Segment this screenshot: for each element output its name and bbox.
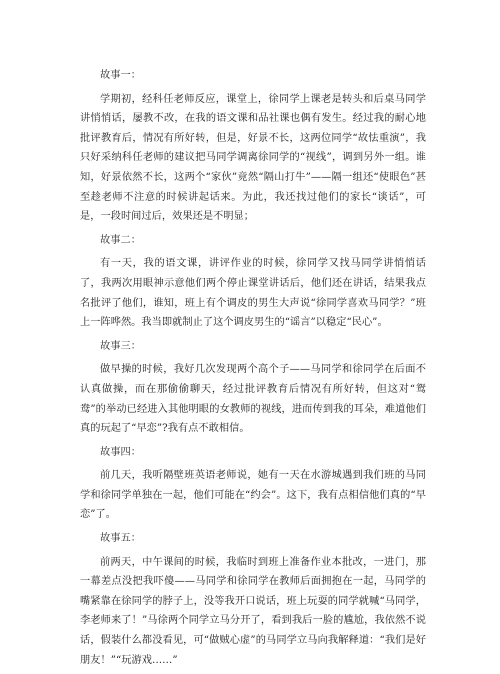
story-5 bbox=[80, 529, 426, 670]
document-body bbox=[80, 66, 426, 674]
story-paragraph: 做早操的时候，我好几次发现两个高个子——马同学和徐同学在后面不认真做操，而在那偷偷聊天，经过批评教育后情况有所好转，但这对“鸳鸯”的举动已经进入其他明眼的女教师的视线，进而传到我的耳朵，难道他们真的玩起了“早恋”?我有点不敢相信。 bbox=[80, 364, 426, 435]
story-paragraph: 学期初，经科任老师反应，课堂上，徐同学上课老是转头和后桌马同学讲悄悄话，屡教不改，在我的语文课和品社课也偶有发生。经过我的耐心地批评教育后，情况有所好转，但是，好景不长，这两位同学“故怯重演”，我只好采纳科任老师的建议把马同学调离徐同学的“视线”，调到另外一组。谁知，好景依然不长，这两个“家伙”竟然“隔山打牛”——隔一组还“使眼色”甚至趁老师不注意的时候讲起话来。为此，我还找过他们的家长“谈话”，可是，一段时间过后，效果还是不明显； bbox=[80, 93, 426, 223]
story-1 bbox=[80, 66, 426, 227]
story-heading: 故事二： bbox=[100, 234, 141, 246]
story-paragraph: 有一天，我的语文课，讲评作业的时候，徐同学又找马同学讲悄悄话了，我两次用眼神示意他们两个停止课堂讲话后，他们还在讲话，结果我点名批评了他们，谁知，班上有个调皮的男生大声说“徐同学喜欢马同学？”班上一阵哗然。我当即就制止了这个调皮男生的“谣言”以稳定“民心”。 bbox=[80, 258, 426, 329]
story-heading: 故事三： bbox=[100, 340, 141, 352]
story-paragraph: 前几天，我听隔壁班英语老师说，她有一天在水游城遇到我们班的马同学和徐同学单独在一起，他们可能在“约会”。这下，我有点相信他们真的“早恋”了。 bbox=[80, 470, 426, 521]
story-3 bbox=[80, 337, 426, 439]
story-heading: 故事四： bbox=[100, 446, 141, 458]
story-heading: 故事五： bbox=[100, 533, 141, 545]
story-heading: 故事一： bbox=[100, 70, 141, 81]
story-4 bbox=[80, 443, 426, 525]
story-2 bbox=[80, 231, 426, 333]
story-paragraph: 前两天，中午课间的时候，我临时到班上准备作业本批改，一进门，那一幕差点没把我吓傻——马同学和徐同学在教师后面拥抱在一起，马同学的嘴紧靠在徐同学的脖子上，没等我开口说话，班上玩耍的同学就喊“马同学，李老师来了！”马徐两个同学立马分开了，看到我后一脸的尴尬，我依然不说话，假装什么都没看见，可“做贼心虚”的马同学立马向我解释道：“我们是好朋友！”“玩游戏……” bbox=[80, 556, 426, 666]
